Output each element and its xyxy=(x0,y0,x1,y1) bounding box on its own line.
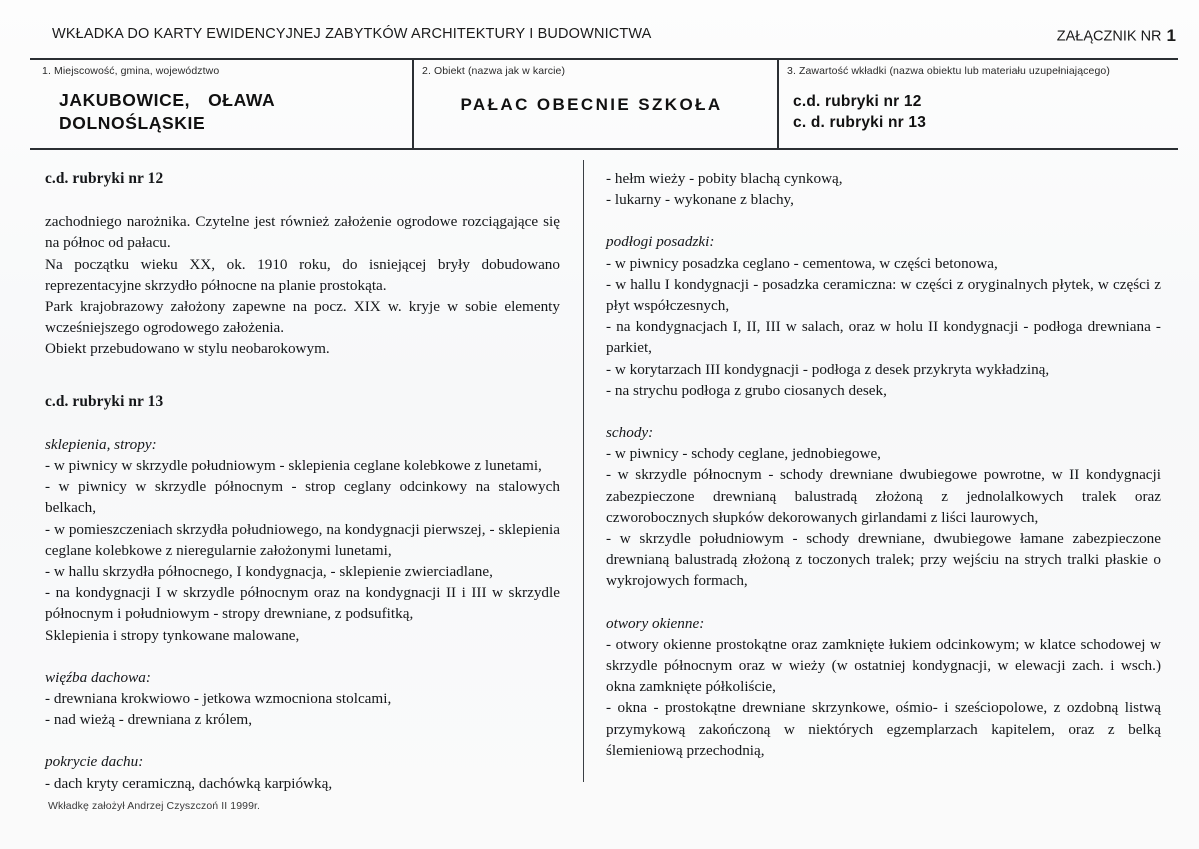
header-cell-content-value xyxy=(787,91,1172,133)
list-otwory-okienne: - otwory okienne prostokątne oraz zamknięte łukiem odcinkowym; w klatce schodowej w skrzydle północnym oraz w wieży (w ostatniej kondygnacji, w elewacji zach. i wsch.) okna zamknięte półkoliście, - okna - prostokątne drewniane skrzynkowe, ośmio- i sześciopolowe, z ozdobną listwą przymykową zakończoną w niektórych egzemplarzach kapitelem, oraz z belką ślemieniową przechodnią, xyxy=(606,635,1161,759)
annex-number: 1 xyxy=(1166,26,1176,45)
left-heading-rubric-13: c.d. rubryki nr 13 xyxy=(45,392,164,410)
header-cell-content-label: 3. Zawartość wkładki (nazwa obiektu lub materiału uzupełniającego) xyxy=(787,65,1110,77)
header-cell-content xyxy=(787,60,1172,148)
annex-label xyxy=(1057,26,1176,46)
page-title: WKŁADKA DO KARTY EWIDENCYJNEJ ZABYTKÓW ARCHITEKTURY I BUDOWNICTWA xyxy=(52,26,652,42)
annex-label-text: ZAŁĄCZNIK NR xyxy=(1056,28,1162,45)
locality-line-1 xyxy=(59,89,402,112)
subheading-schody: schody: xyxy=(606,424,654,442)
locality-commune: OŁAWA xyxy=(208,90,276,110)
locality-name: JAKUBOWICE, xyxy=(59,90,191,110)
header-cell-locality-label: 1. Miejscowość, gmina, województwo xyxy=(42,65,220,77)
left-paragraph-rubric-12: zachodniego narożnika. Czytelne jest również założenie ogrodowe rozciągające się na północ od pałacu. Na początku wieku XX, ok. 1910 roku, do isniejącej bryły dobudowano reprezentacyjne skrzydło północne na planie prostokąta. Park krajobrazowy założony zapewne na pocz. XIX w. kryje w sobie elementy wcześniejszego ogrodowego założenia. Obiekt przebudowano w stylu neobarokowym. xyxy=(45,213,560,358)
header-divider-1 xyxy=(412,60,414,148)
header-cell-object-value: PAŁAC OBECNIE SZKOŁA xyxy=(460,95,723,114)
left-text-column xyxy=(45,168,560,794)
subheading-otwory-okienne: otwory okienne: xyxy=(606,614,705,632)
left-heading-rubric-12: c.d. rubryki nr 12 xyxy=(45,170,164,187)
list-podlogi-posadzki: - w piwnicy posadzka ceglano - cementowa, w części betonowa, - w hallu I kondygnacji - posadzka ceramiczna: w części z oryginalnych płytek, w części z płyt współczesnych, - na kondygnacjach I, II, III w salach, oraz w holu II kondygnacji - podłoga drewniana - parkiet, - w korytarzach III kondygnacji - podłoga z desek przykryta wykładziną, - na strychu podłoga z grubo ciosanych desek, xyxy=(606,254,1161,399)
subheading-podlogi-posadzki: podłogi posadzki: xyxy=(606,233,715,251)
header-cell-object xyxy=(422,60,767,148)
list-helm-lukarny: - hełm wieży - pobity blachą cynkową, - lukarny - wykonane z blachy, xyxy=(606,170,843,209)
subheading-sklepienia-stropy: sklepienia, stropy: xyxy=(45,435,157,453)
list-schody: - w piwnicy - schody ceglane, jednobiegowe, - w skrzydle północnym - schody drewniane dwubiegowe powrotne, w II kondygnacji zabezpieczone drewnianą balustradą złożoną z jednolalkowych tralek oraz czworobocznych słupków dekorowanych girlandami z liści laurowych, - w skrzydle południowym - schody drewniane, dwubiegowe łamane zabezpieczone drewnianą balustradą złożoną z toczonych tralek; przy wejściu na strych tralki płaskie o wykrojowych formach, xyxy=(606,445,1161,590)
header-rule-bottom xyxy=(30,148,1178,150)
header-divider-2 xyxy=(777,60,779,148)
subheading-pokrycie-dachu: pokrycie dachu: xyxy=(45,753,144,771)
document-title-row xyxy=(30,26,1178,52)
header-cell-locality xyxy=(42,60,402,148)
list-wiezba-dachowa: - drewniana krokwiowo - jetkowa wzmocniona stolcami, - nad wieżą - drewniana z królem, xyxy=(45,690,392,729)
list-pokrycie-dachu: - dach kryty ceramiczną, dachówką karpiówką, xyxy=(45,774,333,792)
content-ref-12: c.d. rubryki nr 12 xyxy=(793,93,922,110)
content-ref-13: c. d. rubryki nr 13 xyxy=(793,114,927,131)
header-cell-locality-value xyxy=(42,89,402,135)
document-footer: Wkładkę założył Andrzej Czyszczoń II 1999r. xyxy=(48,800,261,812)
subheading-wiezba-dachowa: więźba dachowa: xyxy=(45,668,151,686)
column-divider xyxy=(583,160,584,782)
right-text-column xyxy=(606,168,1161,761)
list-sklepienia-stropy: - w piwnicy w skrzydle południowym - sklepienia ceglane kolebkowe z lunetami, - w piwnicy w skrzydle północnym - strop ceglany odcinkowy na stalowych belkach, - w pomieszczeniach skrzydła południowego, na kondygnacji pierwszej, - sklepienia ceglane kolebkowe z nieregularnie założonymi lunetami, - w hallu skrzydła północnego, I kondygnacja, - sklepienie zwierciadlane, - na kondygnacji I w skrzydle północnym oraz na kondygnacji II i III w skrzydle północnym i południowym - stropy drewniane, z podsufitką, Sklepienia i stropy tynkowane malowane, xyxy=(45,457,560,644)
header-cell-object-label: 2. Obiekt (nazwa jak w karcie) xyxy=(422,65,566,77)
locality-voivodeship: DOLNOŚLĄSKIE xyxy=(59,113,206,133)
